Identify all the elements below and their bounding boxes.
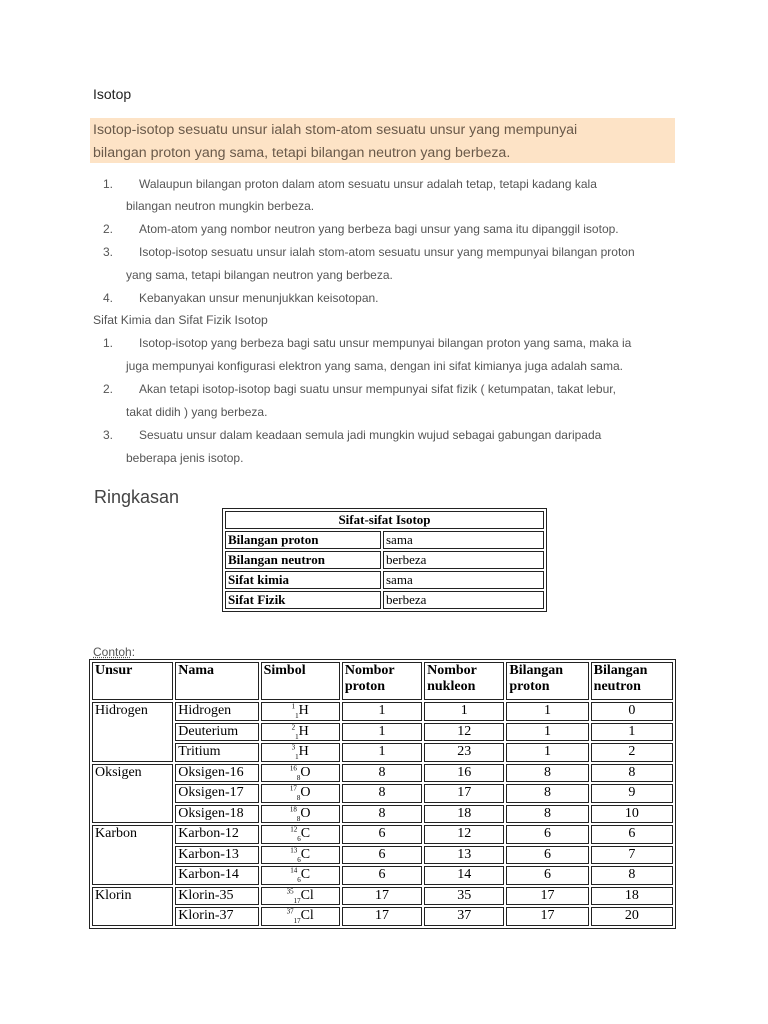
proton-number-cell: 1 — [342, 723, 422, 742]
atomic-number: 1 — [295, 711, 299, 720]
list-item-number: 3. — [103, 428, 114, 442]
list-item-text-continued: yang sama, tetapi bilangan neutron yang berbeza. — [126, 268, 393, 282]
mass-number: 18 — [289, 804, 297, 813]
isotope-symbol-cell — [261, 743, 340, 762]
mass-number: 13 — [290, 845, 298, 854]
isotope-notation — [287, 888, 314, 904]
element-name-cell: Hidrogen — [92, 702, 173, 762]
list-item-text: Kebanyakan unsur menunjukkan keisotopan. — [139, 291, 379, 305]
list-item-text-continued: juga mempunyai konfigurasi elektron yang sama, dengan ini sifat kimianya juga adalah sama. — [126, 359, 623, 373]
list-item-text-continued: bilangan neutron mungkin berbeza. — [126, 199, 315, 213]
summary-key: Sifat Fizik — [225, 591, 381, 609]
table-row — [225, 531, 544, 549]
proton-number-cell: 6 — [342, 846, 422, 865]
element-name-cell: Karbon — [92, 825, 173, 885]
table-row — [92, 764, 673, 783]
list-item-text-continued: beberapa jenis isotop. — [126, 451, 244, 465]
nucleon-number-cell: 17 — [424, 784, 504, 803]
proton-count-cell: 6 — [506, 866, 588, 885]
table-row — [92, 907, 673, 926]
isotope-notation — [292, 724, 309, 740]
list-item-text: Walaupun bilangan proton dalam atom sesuatu unsur adalah tetap, tetapi kadang kala — [139, 177, 597, 191]
isotope-name-cell: Karbon-14 — [175, 866, 258, 885]
proton-number-cell: 6 — [342, 866, 422, 885]
proton-count-cell: 1 — [506, 723, 588, 742]
example-label-text: Contoh — [93, 645, 132, 659]
nucleon-number-cell: 1 — [424, 702, 504, 721]
list-item-number: 1. — [103, 336, 114, 350]
highlight-definition-box — [90, 118, 675, 163]
isotope-name-cell: Tritium — [175, 743, 258, 762]
mass-number: 2 — [291, 722, 296, 731]
table-row — [92, 702, 673, 721]
table-row — [225, 551, 544, 569]
proton-number-cell: 8 — [342, 764, 422, 783]
highlight-line-2: bilangan proton yang sama, tetapi bilangan neutron yang berbeza. — [93, 145, 511, 161]
section-subheading: Sifat Kimia dan Sifat Fizik Isotop — [93, 313, 268, 327]
summary-key: Sifat kimia — [225, 571, 381, 589]
isotope-data-table — [89, 659, 676, 929]
list-item-number: 4. — [103, 291, 114, 305]
table-row — [92, 887, 673, 906]
mass-number: 12 — [290, 825, 298, 834]
isotope-notation — [292, 703, 309, 719]
isotope-name-cell: Klorin-35 — [175, 887, 258, 906]
neutron-count-cell: 2 — [591, 743, 673, 762]
proton-count-cell: 17 — [506, 907, 588, 926]
isotope-symbol-cell — [261, 846, 340, 865]
isotope-notation — [287, 908, 314, 924]
summary-value: sama — [383, 571, 544, 589]
list-item-text-continued: takat didih ) yang berbeza. — [126, 405, 268, 419]
isotope-name-cell: Oksigen-17 — [175, 784, 258, 803]
element-symbol: C — [300, 867, 311, 882]
nucleon-number-cell: 13 — [424, 846, 504, 865]
nucleon-number-cell: 16 — [424, 764, 504, 783]
summary-value: berbeza — [383, 551, 544, 569]
isotope-symbol-cell — [261, 805, 340, 824]
column-header: Nama — [175, 662, 258, 700]
element-symbol: Cl — [300, 908, 314, 923]
column-header: Bilangan proton — [506, 662, 588, 700]
element-symbol: C — [300, 846, 311, 862]
isotope-symbol-cell — [261, 866, 340, 885]
table-row — [92, 825, 673, 844]
neutron-count-cell: 20 — [591, 907, 673, 926]
proton-count-cell: 8 — [506, 805, 588, 824]
proton-count-cell: 8 — [506, 784, 588, 803]
proton-number-cell: 1 — [342, 743, 422, 762]
atomic-number: 1 — [295, 732, 299, 741]
element-symbol: O — [300, 785, 311, 800]
isotope-name-cell: Karbon-12 — [175, 825, 258, 844]
table-row — [225, 591, 544, 609]
isotope-name-cell: Hidrogen — [175, 702, 258, 721]
nucleon-number-cell: 12 — [424, 723, 504, 742]
table-row — [92, 723, 673, 742]
mass-number: 3 — [291, 743, 296, 752]
isotope-notation — [290, 847, 310, 863]
isotope-name-cell: Klorin-37 — [175, 907, 258, 926]
summary-heading: Ringkasan — [94, 487, 180, 507]
atomic-number: 6 — [297, 855, 301, 864]
proton-number-cell: 8 — [342, 784, 422, 803]
table-header-row — [225, 511, 544, 529]
neutron-count-cell: 9 — [591, 784, 673, 803]
summary-value: berbeza — [383, 591, 544, 609]
element-name-cell: Oksigen — [92, 764, 173, 824]
list-item-text: Atom-atom yang nombor neutron yang berbeza bagi unsur yang sama itu dipanggil isotop. — [139, 222, 619, 236]
isotope-notation — [290, 826, 310, 842]
neutron-count-cell: 1 — [591, 723, 673, 742]
isotope-notation — [290, 867, 310, 883]
proton-count-cell: 6 — [506, 825, 588, 844]
neutron-count-cell: 6 — [591, 825, 673, 844]
proton-number-cell: 17 — [342, 907, 422, 926]
isotope-name-cell: Oksigen-16 — [175, 764, 258, 783]
table-row — [92, 866, 673, 885]
neutron-count-cell: 18 — [591, 887, 673, 906]
isotope-symbol-cell — [261, 784, 340, 803]
proton-count-cell: 1 — [506, 743, 588, 762]
table-header-row — [92, 662, 673, 700]
nucleon-number-cell: 23 — [424, 743, 504, 762]
atomic-number: 1 — [295, 752, 299, 761]
proton-number-cell: 6 — [342, 825, 422, 844]
isotope-notation — [290, 806, 311, 822]
table-row — [225, 571, 544, 589]
isotope-symbol-cell — [261, 702, 340, 721]
highlight-line-1: Isotop-isotop sesuatu unsur ialah stom-atom sesuatu unsur yang mempunyai — [93, 122, 578, 138]
summary-table-header: Sifat-sifat Isotop — [225, 511, 544, 529]
proton-number-cell: 1 — [342, 702, 422, 721]
atomic-number: 8 — [296, 814, 301, 823]
list-item-text: Isotop-isotop yang berbeza bagi satu unsur mempunyai bilangan proton yang sama, maka ia — [139, 336, 632, 350]
proton-count-cell: 6 — [506, 846, 588, 865]
mass-number: 35 — [286, 886, 294, 895]
neutron-count-cell: 10 — [591, 805, 673, 824]
nucleon-number-cell: 14 — [424, 866, 504, 885]
column-header: Nombor proton — [342, 662, 422, 700]
element-symbol: C — [300, 826, 311, 841]
list-item-number: 2. — [103, 382, 114, 396]
mass-number: 1 — [291, 702, 296, 711]
list-item-number: 1. — [103, 177, 114, 191]
atomic-number: 17 — [293, 896, 301, 905]
element-symbol: H — [298, 744, 309, 759]
mass-number: 37 — [286, 907, 294, 916]
mass-number: 14 — [290, 866, 298, 875]
list-item-text: Isotop-isotop sesuatu unsur ialah stom-atom sesuatu unsur yang mempunyai bilangan proton — [139, 245, 635, 259]
isotope-notation — [290, 765, 311, 781]
summary-value: sama — [383, 531, 544, 549]
proton-number-cell: 17 — [342, 887, 422, 906]
nucleon-number-cell: 18 — [424, 805, 504, 824]
table-row — [92, 805, 673, 824]
example-label — [93, 645, 135, 659]
atomic-number: 6 — [297, 875, 301, 884]
isotope-data-body — [92, 702, 673, 926]
proton-count-cell: 8 — [506, 764, 588, 783]
mass-number: 16 — [289, 763, 297, 772]
neutron-count-cell: 8 — [591, 764, 673, 783]
proton-number-cell: 8 — [342, 805, 422, 824]
table-row — [92, 743, 673, 762]
nucleon-number-cell: 37 — [424, 907, 504, 926]
atomic-number: 6 — [297, 834, 301, 843]
table-row — [92, 846, 673, 865]
list-item-text: Sesuatu unsur dalam keadaan semula jadi mungkin wujud sebagai gabungan daripada — [139, 428, 602, 442]
element-symbol: O — [300, 805, 311, 821]
page-title: Isotop — [93, 86, 132, 102]
neutron-count-cell: 7 — [591, 846, 673, 865]
element-symbol: H — [298, 723, 309, 739]
atomic-number: 17 — [293, 916, 301, 925]
example-label-colon: : — [131, 645, 136, 659]
atomic-number: 8 — [296, 793, 301, 802]
list-item-number: 2. — [103, 222, 114, 236]
isotope-notation — [292, 744, 309, 760]
summary-key: Bilangan proton — [225, 531, 381, 549]
column-header: Nombor nukleon — [424, 662, 504, 700]
isotope-name-cell: Oksigen-18 — [175, 805, 258, 824]
isotope-symbol-cell — [261, 723, 340, 742]
summary-key: Bilangan neutron — [225, 551, 381, 569]
isotope-symbol-cell — [261, 887, 340, 906]
table-row — [92, 784, 673, 803]
neutron-count-cell: 0 — [591, 702, 673, 721]
isotope-notation — [290, 785, 311, 801]
nucleon-number-cell: 35 — [424, 887, 504, 906]
element-symbol: Cl — [300, 887, 314, 903]
column-header: Unsur — [92, 662, 173, 700]
element-name-cell: Klorin — [92, 887, 173, 926]
element-symbol: H — [298, 703, 309, 718]
isotope-symbol-cell — [261, 764, 340, 783]
list-item-text: Akan tetapi isotop-isotop bagi suatu unsur mempunyai sifat fizik ( ketumpatan, takat lebur, — [139, 382, 616, 396]
neutron-count-cell: 8 — [591, 866, 673, 885]
proton-count-cell: 1 — [506, 702, 588, 721]
isotope-name-cell: Karbon-13 — [175, 846, 258, 865]
column-header: Simbol — [261, 662, 340, 700]
isotope-symbol-cell — [261, 907, 340, 926]
mass-number: 17 — [289, 784, 297, 793]
column-header: Bilangan neutron — [591, 662, 673, 700]
element-symbol: O — [300, 764, 311, 780]
proton-count-cell: 17 — [506, 887, 588, 906]
nucleon-number-cell: 12 — [424, 825, 504, 844]
isotope-name-cell: Deuterium — [175, 723, 258, 742]
summary-table — [222, 508, 547, 612]
isotope-symbol-cell — [261, 825, 340, 844]
list-item-number: 3. — [103, 245, 114, 259]
atomic-number: 8 — [296, 773, 301, 782]
